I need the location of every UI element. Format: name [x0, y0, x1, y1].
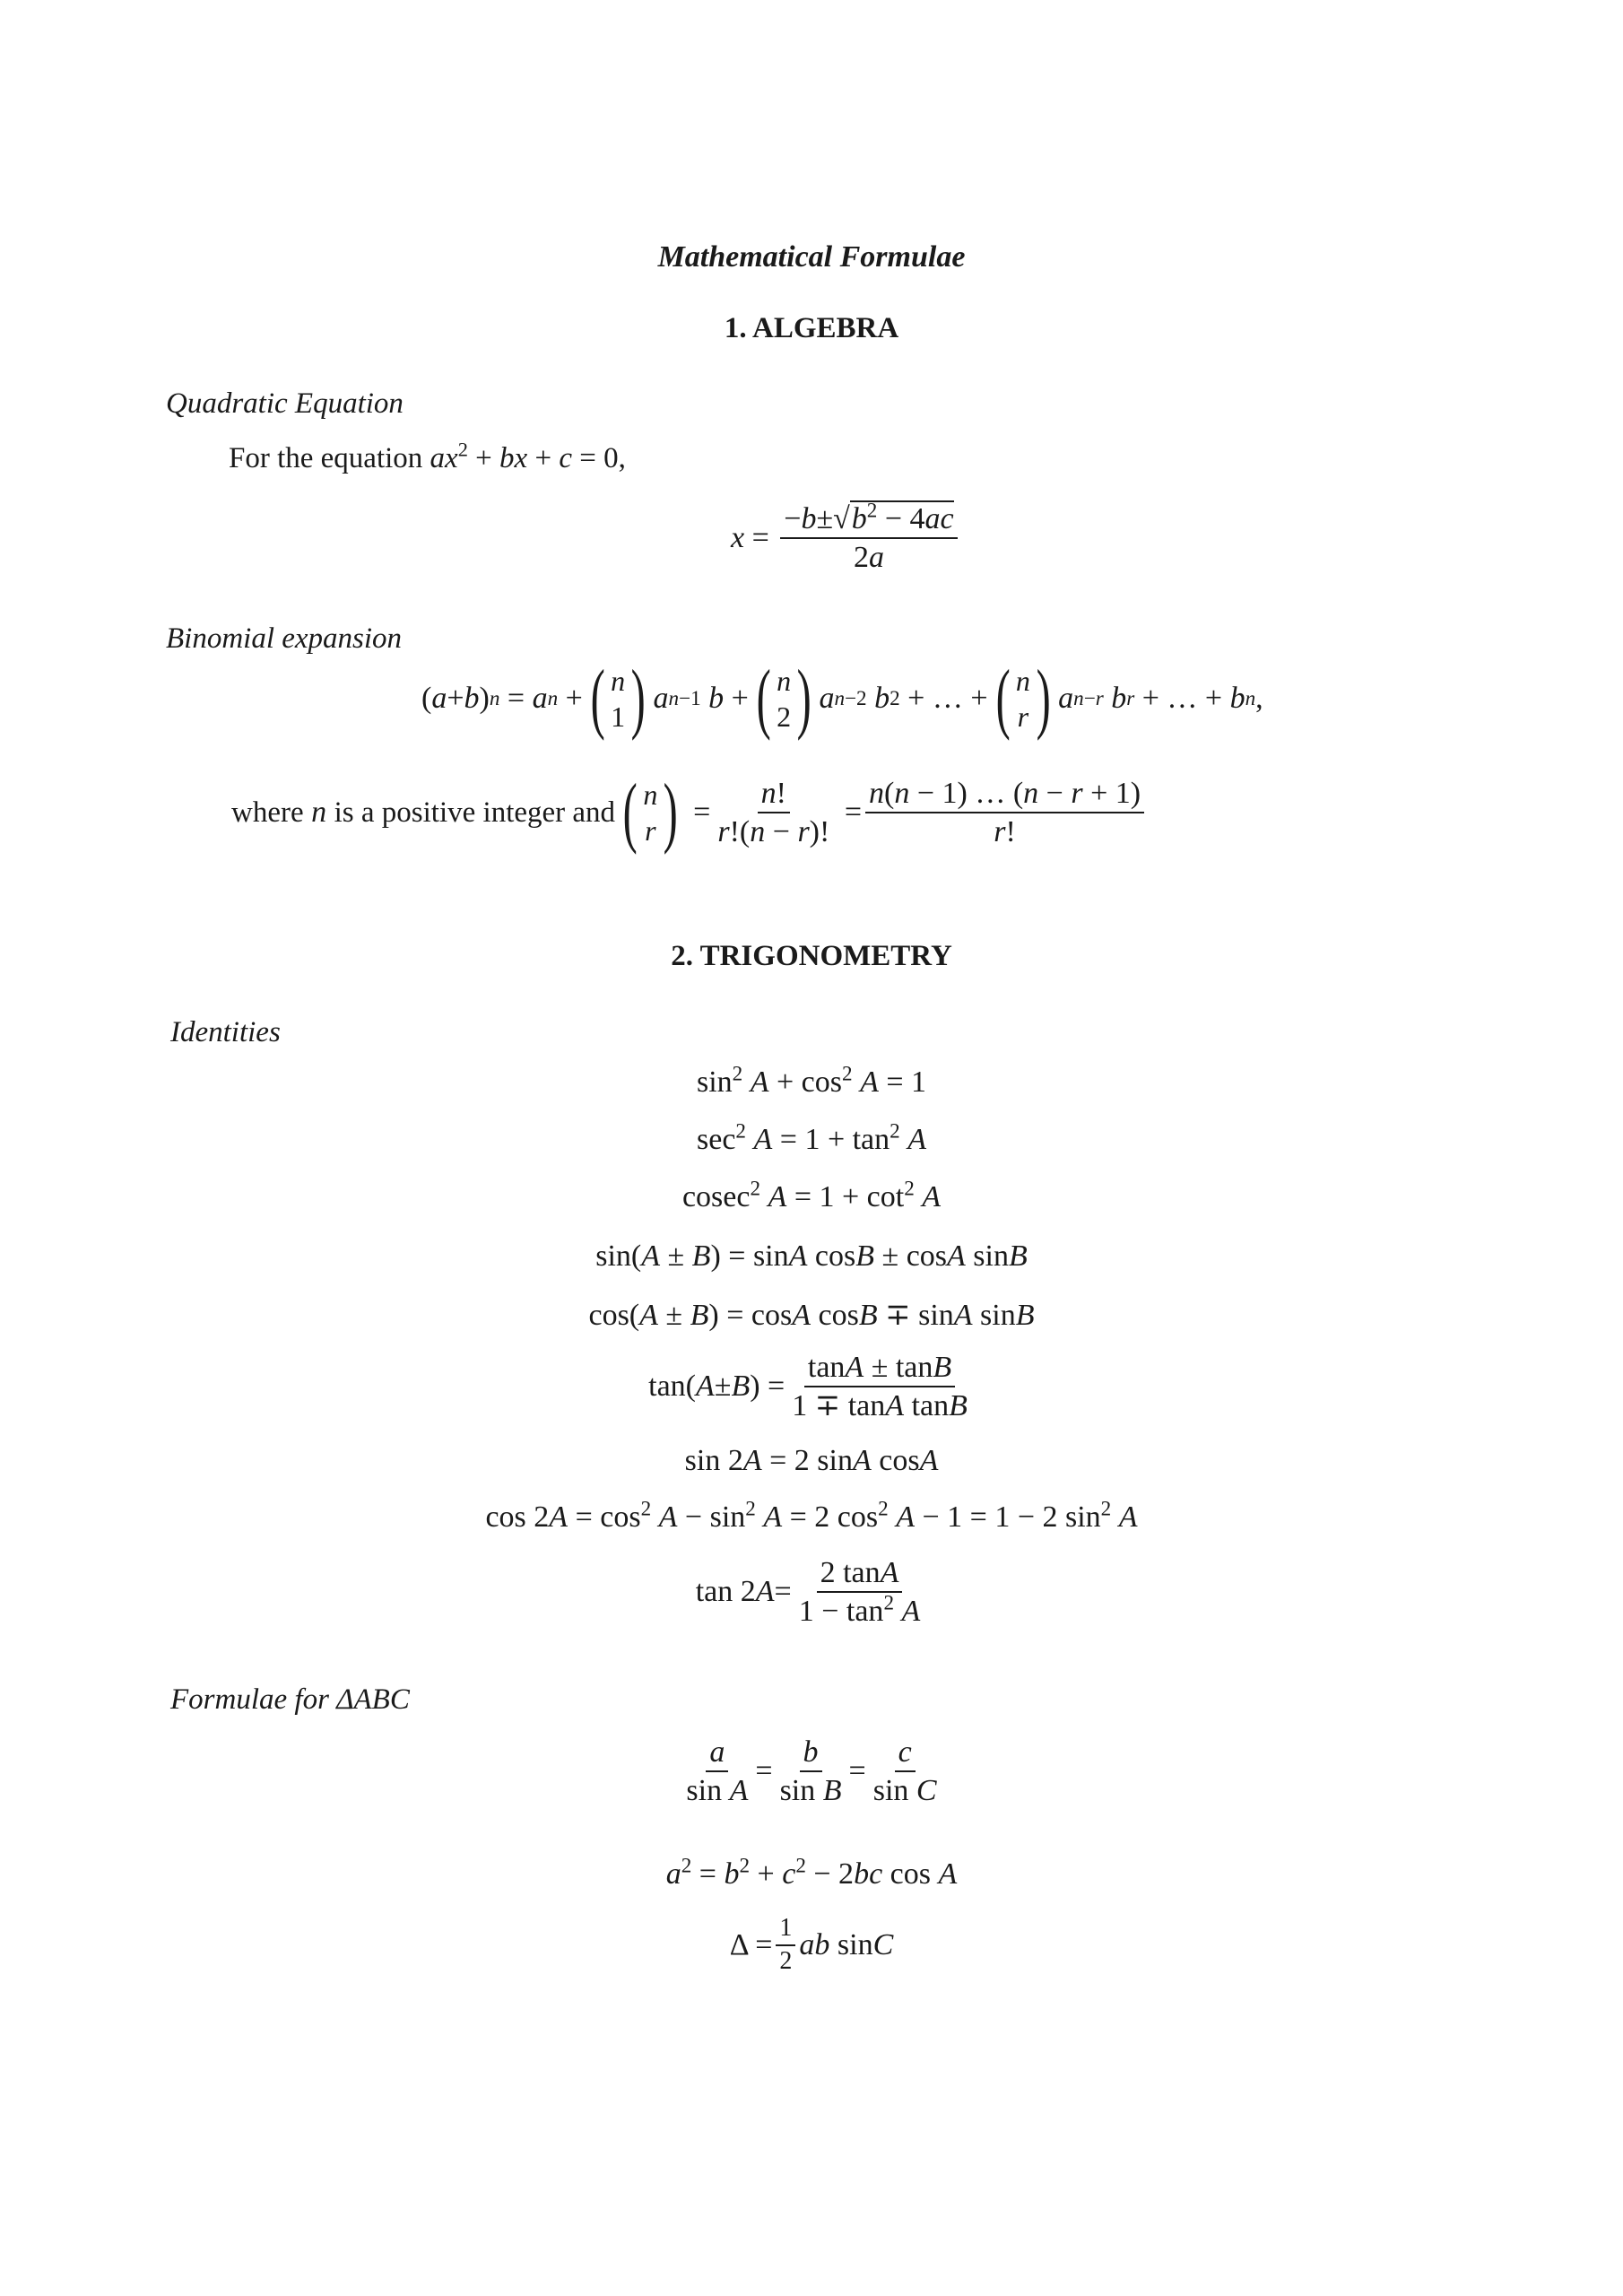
identity-sec: $\sec^2 A = 1 + \tan^2 A$: [697, 1119, 926, 1156]
binomial-coefficient-definition: where n is a positive integer and ( n r ) = $\frac{n!}{r!(n - r)!}$ = $\frac{n(n - 1) \dots (n - r + 1)}{r!}$: [231, 773, 1148, 852]
identity-cosec: cosec$^2$ $A = 1 + \cot^2 A$: [681, 1177, 942, 1213]
subsection-label-quadratic: Quadratic Equation: [166, 387, 404, 420]
subsection-label-binomial: Binomial expansion: [166, 622, 403, 655]
identity-tan-double: tan 2 A = $\frac{2 \tan A}{1 - \tan^2 A}$: [695, 1556, 921, 1629]
triangle-area: Δ = $\frac{1}{2}$ ab sin C: [729, 1914, 894, 1975]
identity-sin-double: sin 2A = 2 sinA cosA: [684, 1444, 939, 1477]
binomial-expansion-formula: ( a + b ) n = a n + ( n 1 ) a n−1 b + ( n 2 ) a n−2 b 2 + … + ( n r ) a n−r b r + … + b n ,: [421, 655, 1263, 742]
quadratic-formula: x = $\frac{-b\pm√b^2 - 4ac}{2a}$: [731, 502, 961, 575]
identity-tan-sum: tan( A ± B ) = $\frac{\tan A \pm \tan B}{\text{1 ∓ tanA tanB}}$: [648, 1351, 968, 1423]
document-title: Mathematical Formulae: [657, 240, 966, 274]
subsection-label-triangle: Formulae for ΔABC: [170, 1683, 410, 1716]
subsection-label-identities: Identities: [170, 1016, 281, 1048]
cosine-rule: $a^2 = b^2 + c^2 - 2bc$ cos A: [665, 1854, 958, 1891]
section-heading-trigonometry: 2. TRIGONOMETRY: [671, 940, 952, 972]
identity-cos-sum: cos(A ± B) = cosA cosB ∓ sinA sinB: [588, 1299, 1035, 1332]
section-heading-algebra: 1. ALGEBRA: [724, 312, 899, 344]
quadratic-intro: For the equation $ax^2$ + bx + c = 0,: [229, 438, 626, 474]
identity-pythagorean: $\sin^2 A + \cos^2 A = 1$: [696, 1062, 927, 1099]
identity-cos-double: $\cos 2A = \cos^2 A - \sin^2 A = 2$ $\cos^2 A - 1 = 1 - 2$ $\sin^2 A$: [485, 1497, 1138, 1534]
identity-sin-sum: sin(A ± B) = sinA cosB ± cosA sinB: [595, 1239, 1028, 1273]
sine-rule: $\frac{a}{\text{sin A}}$ = $\frac{b}{\text{sin B}}$ = $\frac{c}{\text{sin C}}$: [686, 1735, 937, 1808]
